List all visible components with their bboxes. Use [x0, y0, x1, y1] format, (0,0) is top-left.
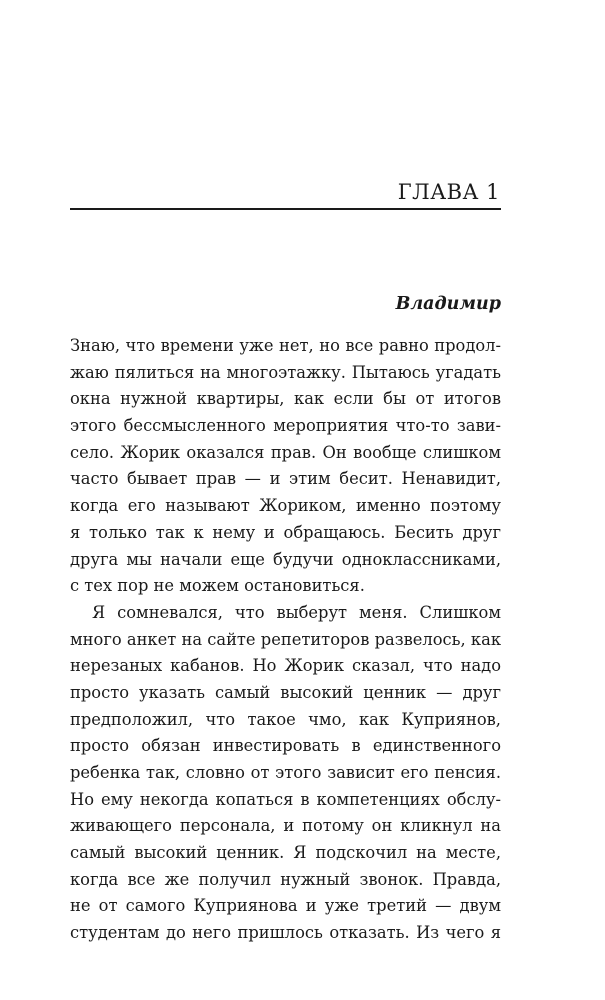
- text-line: живающего персонала, и потому он кликнул на: [70, 816, 501, 836]
- text-line: жаю пялиться на многоэтажку. Пытаюсь угадать: [70, 362, 501, 382]
- text-line: Я сомневался, что выберут меня. Слишком: [92, 602, 501, 622]
- text-line: нерезаных кабанов. Но Жорик сказал, что надо: [70, 656, 501, 676]
- body-text: [70, 333, 501, 947]
- text-line: Но ему некогда копаться в компетенциях обслу-: [70, 789, 501, 809]
- text-line: когда все же получил нужный звонок. Правда,: [70, 869, 501, 889]
- narrator-name: Владимир: [395, 294, 501, 314]
- text-line: ребенка так, словно от этого зависит его пенсия.: [70, 763, 501, 782]
- text-line: окна нужной квартиры, как если бы от итогов: [70, 389, 501, 409]
- text-line: село. Жорик оказался прав. Он вообще слишком: [70, 442, 501, 462]
- text-line: много анкет на сайте репетиторов развелось, как: [70, 629, 501, 649]
- text-line: просто обязан инвестировать в единственного: [70, 736, 501, 756]
- chapter-heading: ГЛАВА 1: [397, 180, 500, 204]
- text-line: самый высокий ценник. Я подскочил на месте,: [70, 843, 501, 863]
- text-line: студентам до него пришлось отказать. Из чего я: [70, 923, 501, 943]
- text-line: когда его называют Жориком, именно поэтому: [70, 496, 501, 516]
- text-line: часто бывает прав — и этим бесит. Ненавидит,: [70, 469, 501, 489]
- text-line: Знаю, что времени уже нет, но все равно продол-: [70, 336, 501, 355]
- text-line: не от самого Куприянова и уже третий — двум: [70, 896, 501, 916]
- text-line: предположил, что такое чмо, как Куприянов,: [70, 709, 501, 729]
- text-line: я только так к нему и обращаюсь. Бесить друг: [70, 522, 501, 542]
- chapter-rule: [70, 208, 501, 210]
- text-line: этого бессмысленного мероприятия что-то зави-: [70, 416, 501, 436]
- text-line: просто указать самый высокий ценник — друг: [70, 682, 501, 702]
- text-line: друга мы начали еще будучи одноклассниками,: [70, 549, 501, 569]
- text-line: с тех пор не можем остановиться.: [70, 576, 365, 596]
